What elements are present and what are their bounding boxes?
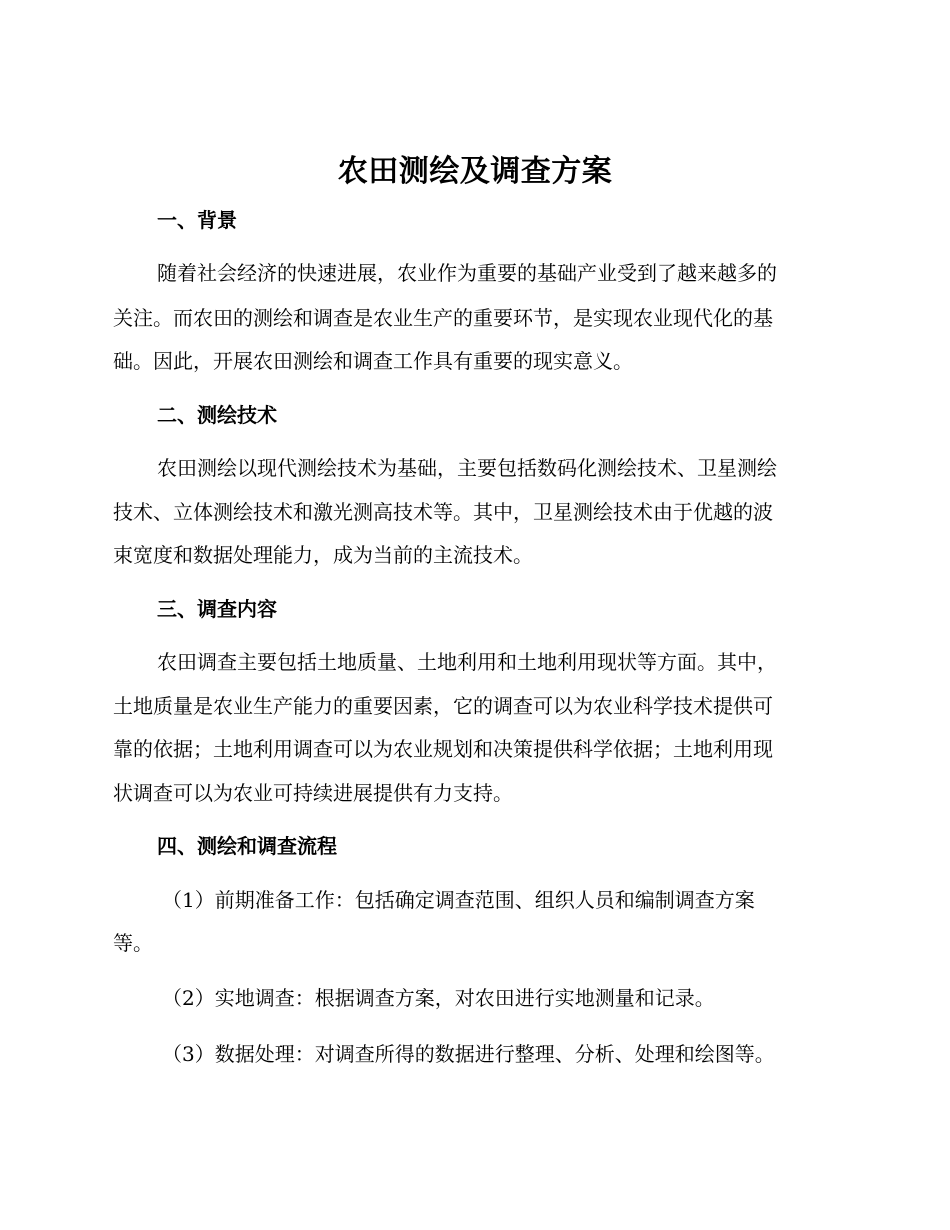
- paragraph-line: 靠的依据；土地利用调查可以为农业规划和决策提供科学依据；土地利用现: [113, 737, 773, 761]
- paragraph-line: 技术、立体测绘技术和激光测高技术等。其中，卫星测绘技术由于优越的波: [113, 500, 773, 524]
- section-heading-background: 一、背景: [157, 208, 237, 232]
- paragraph-line: 状调查可以为农业可持续进展提供有力支持。: [113, 781, 513, 805]
- workflow-step-2: （2）实地调查：根据调查方案，对农田进行实地测量和记录。: [162, 986, 715, 1010]
- paragraph-line: 土地质量是农业生产能力的重要因素，它的调查可以为农业科学技术提供可: [113, 694, 773, 718]
- paragraph-line: 束宽度和数据处理能力，成为当前的主流技术。: [113, 543, 533, 567]
- section-heading-surveying-technology: 二、测绘技术: [157, 403, 277, 427]
- paragraph-line: 关注。而农田的测绘和调查是农业生产的重要环节，是实现农业现代化的基: [113, 306, 773, 330]
- document-title: 农田测绘及调查方案: [337, 154, 613, 189]
- section-heading-survey-content: 三、调查内容: [157, 597, 277, 621]
- paragraph-line: 农田调查主要包括土地质量、土地利用和土地利用现状等方面。其中，: [157, 650, 777, 674]
- paragraph-line: 础。因此，开展农田测绘和调查工作具有重要的现实意义。: [113, 349, 633, 373]
- paragraph-line: 随着社会经济的快速进展，农业作为重要的基础产业受到了越来越多的: [157, 261, 777, 285]
- workflow-step-1-continuation: 等。: [113, 931, 153, 955]
- paragraph-line: 农田测绘以现代测绘技术为基础，主要包括数码化测绘技术、卫星测绘: [157, 456, 777, 480]
- workflow-step-3: （3）数据处理：对调查所得的数据进行整理、分析、处理和绘图等。: [162, 1042, 775, 1066]
- section-heading-workflow: 四、测绘和调查流程: [157, 834, 337, 858]
- workflow-step-1: （1）前期准备工作：包括确定调查范围、组织人员和编制调查方案: [162, 888, 755, 912]
